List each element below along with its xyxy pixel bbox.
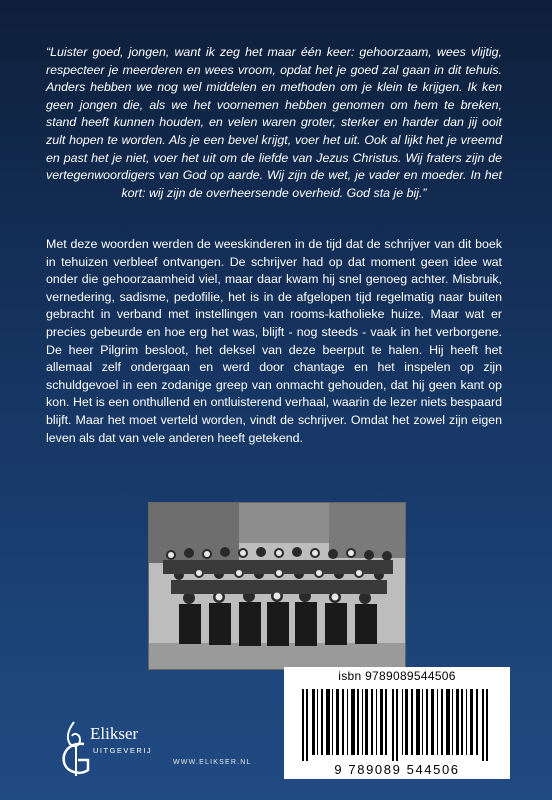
publisher-name: Elikser (90, 724, 139, 743)
barcode-bars (294, 689, 500, 761)
back-cover-blurb: Met deze woorden werden de weeskinderen in de tijd dat de schrijver van dit boek in tehuizen verbleef ontvangen. De schrijver had op dat moment geen idee wat onder die gehoorzaamheid viel, maar daar kwam hij snel genoeg achter. Misbruik, vernedering, sadisme, pedofilie, het is in de afgelopen tijd regelmatig naar buiten gebracht in verband met instellingen van rooms-katholieke huize. Maar wat er precies gebeurde en hoe erg het was, blijft - nog steeds - vaak in het verborgene. De heer Pilgrim besloot, het deksel van deze beerput te halen. Hij heeft het allemaal zelf ondergaan en werd door chantage en het inspelen op zijn schuldgevoel in een zodanige greep van onmacht gehouden, dat hij geen kant op kon. Het is een onthullend en ontluisterend verhaal, waarin de lezer niets bespaard blijft. Maar het moet verteld worden, vindt de schrijver. Omdat het zowel zijn eigen leven als dat van vele anderen heeft getekend. (46, 237, 502, 445)
isbn-label: isbn 9789089544506 (338, 669, 456, 683)
barcode-digits: 9 789089 544506 (334, 762, 460, 777)
publisher-sub: UITGEVERIJ (93, 746, 153, 755)
back-cover-quote: “Luister goed, jongen, want ik zeg het maar één keer: gehoorzaam, wees vlijtig, respecteer je meerderen en wees vroom, opdat het je goed zal gaan in dit tehuis. Anders hebben we nog wel middelen en methoden om je klein te krijgen. Ik ken geen jongen die, als we het voornemen hebben genomen om hem te breken, stand heeft kunnen houden, en velen waren groter, sterker en harder dan jij ooit zult hopen te worden. Als je een bevel krijgt, voer het uit. Ook al lijkt het je vreemd en past het je niet, voer het uit om de liefde van Jezus Christus. Wij fraters zijn de vertegenwoordigers van God op aarde. Wij zijn de wet, je vader en moeder. In het kort: wij zijn de overheersende overheid. God sta je bij.” (46, 45, 502, 200)
publisher-url[interactable]: WWW.ELIKSER.NL (173, 759, 252, 766)
group-photo (148, 502, 406, 670)
barcode-panel (284, 667, 510, 779)
